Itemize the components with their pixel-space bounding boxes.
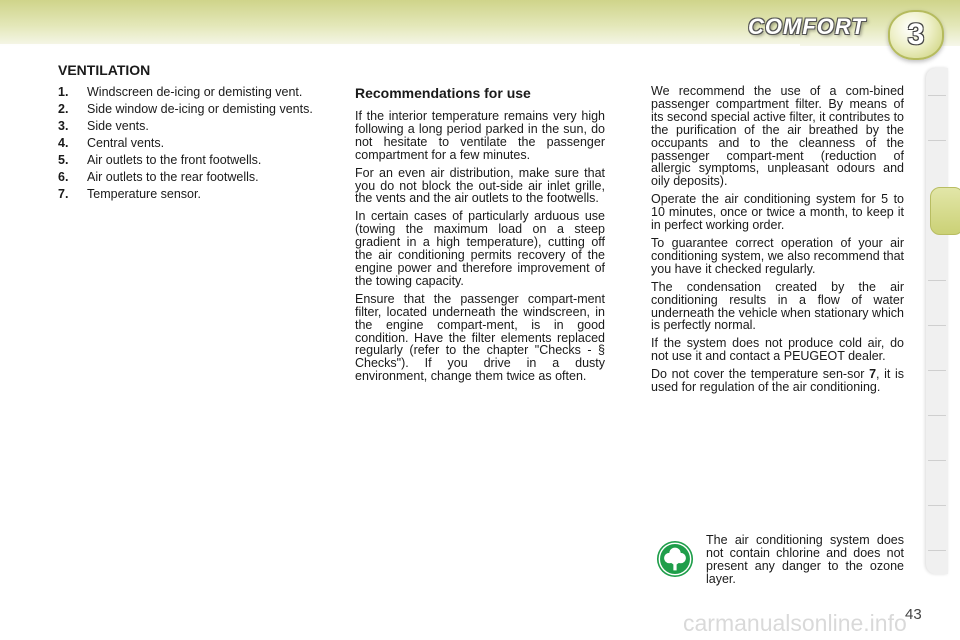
list-item bbox=[58, 154, 320, 167]
list-item bbox=[58, 188, 320, 201]
item-number: 4. bbox=[58, 136, 69, 150]
ventilation-title: VENTILATION bbox=[58, 62, 151, 78]
paragraph: For an even air distribution, make sure that you do not block the out-side air inlet grille, the vents and the air outlets to the footwells. bbox=[355, 165, 605, 206]
paragraph: In certain cases of particularly arduous use (towing the maximum load on a steep gradient in a high temperature), cutting off the air conditioning permits recovery of the engine power and therefore improvement of the towing capacity. bbox=[355, 209, 605, 288]
side-tab-divider bbox=[928, 280, 946, 281]
paragraph: If the system does not produce cold air, do not use it and contact a PEUGEOT dealer. bbox=[651, 336, 904, 364]
item-text: Central vents. bbox=[87, 136, 165, 150]
side-tab-divider bbox=[928, 505, 946, 506]
recommendations-title: Recommendations for use bbox=[355, 85, 531, 101]
side-tab-active-chapter[interactable] bbox=[930, 187, 960, 235]
item-text: Side window de-icing or demisting vents. bbox=[87, 102, 313, 116]
side-tab-divider bbox=[928, 370, 946, 371]
chapter-number: 3 bbox=[907, 18, 925, 51]
ventilation-list bbox=[58, 86, 320, 205]
item-text: Side vents. bbox=[87, 119, 149, 133]
paragraph: If the interior temperature remains very high following a long period parked in the sun, do not hesitate to ventilate the passenger compartment for a few minutes. bbox=[355, 109, 605, 162]
list-item bbox=[58, 137, 320, 150]
chapter-side-tabs bbox=[926, 68, 948, 574]
chapter-title: COMFORT bbox=[748, 14, 866, 39]
paragraph: Ensure that the passenger compart-ment filter, located underneath the windscreen, in the engine compart-ment, is in good condition. Have the filter elements replaced regularly (refer to the chapter "Checks - § Checks"). If you drive in a dusty environment, change them twice as often. bbox=[355, 291, 605, 384]
paragraph: Operate the air conditioning system for 5 to 10 minutes, once or twice a month, to keep it in perfect working order. bbox=[651, 192, 904, 233]
item-number: 1. bbox=[58, 85, 69, 99]
eco-note-text: The air conditioning system does not contain chlorine and does not present any danger to the ozone layer. bbox=[706, 533, 904, 586]
side-tab-divider bbox=[928, 140, 946, 141]
side-tab-divider bbox=[928, 550, 946, 551]
item-number: 2. bbox=[58, 102, 69, 116]
item-number: 6. bbox=[58, 170, 69, 184]
header-divider bbox=[0, 44, 800, 47]
list-item bbox=[58, 120, 320, 133]
side-tab-divider bbox=[928, 95, 946, 96]
chapter-badge bbox=[888, 10, 944, 60]
item-text: Temperature sensor. bbox=[87, 187, 201, 201]
side-tab-divider bbox=[928, 460, 946, 461]
item-text: Air outlets to the rear footwells. bbox=[87, 170, 259, 184]
item-number: 7. bbox=[58, 187, 69, 201]
advice-column bbox=[651, 85, 904, 399]
item-text: Windscreen de-icing or demisting vent. bbox=[87, 85, 303, 99]
page-number: 43 bbox=[905, 606, 922, 623]
item-number: 5. bbox=[58, 153, 69, 167]
recommendations-column bbox=[355, 85, 605, 388]
tree-icon bbox=[656, 540, 694, 578]
side-tab-divider bbox=[928, 415, 946, 416]
paragraph: To guarantee correct operation of your air conditioning system, we also recommend that you have it checked regularly. bbox=[651, 235, 904, 276]
item-text: Air outlets to the front footwells. bbox=[87, 153, 262, 167]
paragraph-text: , it is used for regulation of the air conditioning. bbox=[651, 367, 904, 395]
paragraph: We recommend the use of a com-bined passenger compartment filter. By means of its second special active filter, it contributes to the purification of the air breathed by the occupants and to the cleanness of the passenger compart-ment (reduction of allergic symptoms, unpleasant odours and oily deposits). bbox=[651, 84, 904, 189]
sensor-reference: 7 bbox=[869, 367, 877, 382]
item-number: 3. bbox=[58, 119, 69, 133]
paragraph-text: Do not cover the temperature sen-sor bbox=[651, 367, 870, 382]
list-item bbox=[58, 86, 320, 99]
paragraph-sensor bbox=[651, 368, 904, 394]
watermark: carmanualsonline.info bbox=[683, 610, 907, 636]
side-tab-divider bbox=[928, 325, 946, 326]
eco-note bbox=[706, 534, 904, 591]
list-item bbox=[58, 171, 320, 184]
paragraph: The condensation created by the air conditioning results in a flow of water underneath the vehicle when stationary which is perfectly normal. bbox=[651, 279, 904, 333]
list-item bbox=[58, 103, 320, 116]
